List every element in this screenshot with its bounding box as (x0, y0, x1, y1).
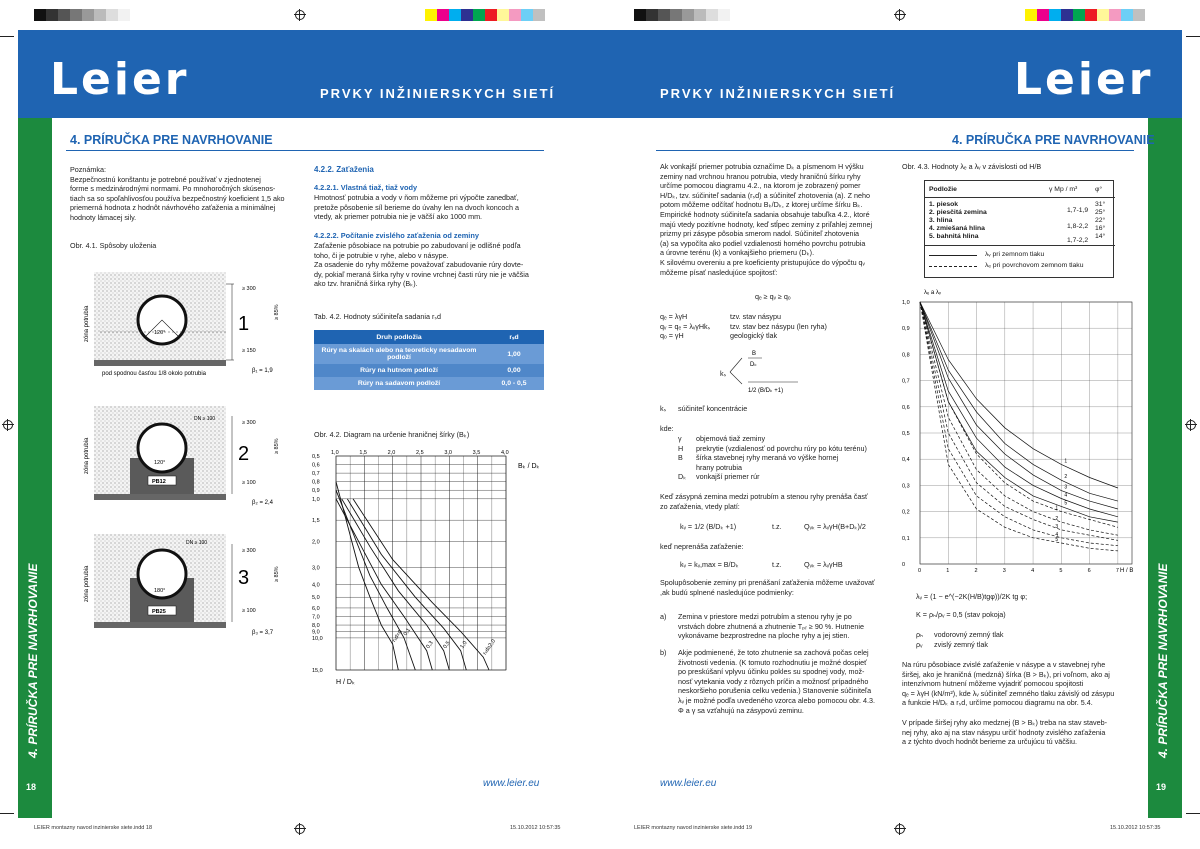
text-line: Na rúru pôsobiace zvislé zaťaženie v násype a v stavebnej ryhe (902, 660, 1106, 669)
definition-row (678, 472, 892, 482)
note-line: Bezpečnostnú konštantu je potrebné používať v zjednotenej (70, 174, 261, 184)
text-line: vrstvách dobre zhutnená a zhutnenie Tₚᵣ ≥ 90 %. Hutnenie (678, 621, 865, 631)
text-line: ,ak budú splnené nasledujúce podmienky: (660, 587, 794, 597)
x-tick-label: 2,5 (416, 450, 424, 456)
y-tick-label: 10,0 (312, 635, 323, 642)
dim-label: ≥ 300 (242, 286, 256, 292)
page-header (600, 30, 1182, 118)
formula-kv-max: kᵥ = kᵥ,max = B/Dₖ (680, 560, 739, 569)
y-tick-label: 0,3 (902, 483, 910, 490)
ground-line (94, 360, 226, 366)
definition-symbol: B (678, 453, 683, 463)
x-tick-label: 3,5 (472, 450, 481, 456)
color-swatches (1025, 9, 1145, 21)
text-line: a úrovne terénu (k) a vonkajšieho priemeru (Dₖ). (660, 248, 815, 258)
y-tick-label: 1,0 (312, 496, 320, 503)
y-tick-label: 15,0 (312, 668, 323, 674)
equation-desc: tzv. stav bez násypu (len ryha) (730, 321, 827, 331)
tail-paragraph-2 (902, 718, 1138, 747)
table-cell: 1,00 (507, 350, 521, 358)
series-line (920, 302, 1118, 501)
text-line: vykonávame bezprostredne na ploche ryhy a jej stien. (678, 631, 850, 641)
svg-text:1/2 (B/Dₖ +1): 1/2 (B/Dₖ +1) (748, 388, 784, 394)
y-tick-label: 1,0 (902, 300, 910, 306)
page-number: 18 (26, 782, 37, 792)
text-line: majú vtedy pozitívne hodnoty, keď stĺpec zeminy z priľahlej zemnej (660, 219, 873, 229)
legend-dashed-label: λₑ pri povrchovom zemnom tlaku (985, 262, 1084, 269)
y-tick-label: 7,0 (312, 614, 320, 621)
tail-paragraph-1 (902, 660, 1138, 708)
series-label: 0,1 (402, 627, 413, 638)
series-line (336, 490, 415, 670)
legend-dashed-line (929, 266, 977, 267)
series-line (920, 302, 1118, 546)
y-tick-label: 0,5 (902, 431, 910, 437)
case-number: 1 (238, 313, 250, 335)
text-line: Keď zásypná zemina medzi potrubím a stenou ryhy prenáša časť (660, 492, 868, 501)
gray-swatches (634, 9, 730, 21)
series-label: 3 (1055, 523, 1059, 530)
y-tick-label: 0,4 (902, 457, 910, 464)
cooperation-paragraph (660, 578, 892, 597)
table-cell: 0,0 - 0,5 (501, 380, 527, 387)
x-tick-label: 1,5 (359, 450, 367, 456)
text-line: ako tzv. hraničná šírka ryhy (Bₖ). (314, 279, 418, 289)
ks-symbol: kₛ (720, 369, 727, 378)
compaction-label: ≥ 85% (274, 566, 280, 582)
phi-value: 14° (1095, 233, 1106, 240)
soil-name: 3. hlina (929, 217, 953, 224)
zone-label: zóna potrubia (84, 437, 90, 474)
soil-name: 5. bahnitá hlina (929, 233, 979, 240)
ks-formula (718, 346, 808, 398)
y-tick-label: 4,0 (312, 582, 320, 589)
section-title: 4. PRÍRUČKA PRE NAVRHOVANIE (70, 133, 273, 147)
note-heading: Poznámka: (70, 165, 106, 174)
text-line: intenzívnom hutnení môžeme vyjadriť pomocou spojitosti (902, 679, 1084, 689)
x-tick-label: 2,0 (387, 450, 396, 456)
bedding-figure (66, 262, 302, 642)
soil-list (929, 201, 987, 241)
text-line: zo zaťaženia, vtedy platí: (660, 501, 740, 511)
registration-mark-icon (895, 10, 905, 20)
equation-main: qₑ ≥ qᵥ ≥ qₒ (755, 292, 791, 301)
equation-row (660, 312, 892, 322)
definition-symbol: ρᵥ (916, 640, 923, 649)
dim-label: ≥ 150 (242, 348, 256, 354)
angle-label: 180° (154, 588, 166, 594)
equation: qₒ = γH (660, 331, 684, 341)
side-tab-label: 4. PRÍRUČKA PRE NAVRHOVANIE (26, 563, 40, 758)
soil-name: 4. zmiešaná hlina (929, 225, 985, 232)
series-line (920, 302, 1118, 488)
definition-list (678, 434, 892, 482)
table-row (314, 377, 544, 390)
equation: qₑ = λγH (660, 312, 688, 321)
dim-label: ≥ 100 (242, 480, 256, 486)
x-tick-label: 3 (1002, 568, 1006, 574)
registration-mark-icon (895, 824, 905, 834)
section-rule (656, 150, 1134, 151)
text-line: a funkcie H/Dₖ a rₛd, určíme pomocou diagramu na obr. 5.4. (902, 698, 1093, 708)
series-label: 1 (1064, 458, 1068, 465)
table-cell: Rúry na sadavom podloží (357, 380, 441, 387)
note-block (70, 165, 300, 223)
definition-text: objemová tiaž zeminy (696, 434, 766, 443)
website-link[interactable]: www.leier.eu (660, 778, 717, 789)
series-line (920, 302, 1118, 527)
gray-swatches (34, 9, 130, 21)
formula-q1: Qᵥₖ = λᵥγH(B+Dₖ)/2 (804, 522, 866, 531)
series-label: 4 (1055, 531, 1059, 538)
side-tab (1148, 118, 1182, 818)
equation-list (660, 312, 892, 341)
fig43-caption: Obr. 4.3. Hodnoty λₑ a λᵥ v závislosti od H/B (902, 162, 1042, 171)
definition-text: zvislý zemný tlak (934, 640, 988, 649)
series-label: 3 (1064, 484, 1068, 491)
text-line: nej ryhy, ako aj na stav násypu určiť hodnoty zvislého zaťaženia (902, 727, 1106, 737)
registration-mark-icon (295, 10, 305, 20)
y-tick-label: 0,5 (312, 454, 320, 460)
table-cell: Rúry na skalách alebo na teoreticky nesadavom podloží (321, 347, 477, 361)
soil-name: 1. piesok (929, 201, 959, 208)
y-tick-label: 6,0 (312, 605, 320, 612)
equation-desc: geologický tlak (730, 331, 778, 341)
angle-label: 120° (154, 460, 166, 466)
definition-symbol: ρₕ (916, 630, 923, 639)
y-tick-label: 9,0 (312, 629, 320, 636)
x-tick-label: 4,0 (501, 450, 509, 456)
y-tick-label: 0,2 (902, 509, 910, 516)
crop-mark (0, 36, 14, 37)
definition-text: prekrytie (vzdialenosť od povrchu rúry po kótu terénu) (696, 443, 867, 453)
series-label: 5 (1055, 537, 1059, 544)
definition-text: vonkajší priemer rúr (696, 472, 760, 482)
soil-head: φ° (1095, 186, 1103, 193)
print-date: 15.10.2012 10:57:35 (510, 825, 561, 831)
tz-label: t.z. (772, 522, 782, 531)
text-line: určíme pomocou diagramu 4.2., na ktorom je zobrazený pomer (660, 181, 861, 191)
equation-row (660, 331, 892, 341)
y-tick-label: 0,1 (902, 535, 910, 542)
color-swatches (425, 9, 545, 21)
text-line: toho, či je potrubie v ryhe, alebo v násype. (314, 250, 449, 260)
no-transfer-label: keď neprenáša zaťaženie: (660, 542, 744, 551)
note-line: hodnoty lámacej sily. (70, 212, 137, 222)
under-label: pod spodnou časťou 1/8 okolo potrubia (102, 371, 206, 377)
definition-text: súčiniteľ koncentrácie (678, 404, 748, 413)
dim-label: ≥ 300 (242, 548, 256, 554)
phi-list (1095, 201, 1105, 241)
definition-symbol: kₛ (660, 404, 667, 413)
dn-label: DN ≥ 100 (194, 416, 216, 422)
y-tick-label: 0,6 (312, 462, 320, 469)
soil-legend-box (924, 180, 1114, 278)
dim-label: ≥ 100 (242, 608, 256, 614)
formula-lambda: λᵥ = (1 − e^(−2K(H/B)tgφ))/2K tg φ; (916, 592, 1028, 601)
text-line: zeminy nad vrchnou hranou potrubia, vtedy hraničnú šírku ryhy (660, 171, 861, 181)
x-tick-label: 0 (918, 568, 922, 574)
condition-a (678, 612, 892, 641)
condition-a-label: a) (660, 612, 667, 621)
y-tick-label: 0,8 (902, 352, 910, 359)
print-date: 15.10.2012 10:57:35 (1110, 825, 1161, 831)
soil-head: Podložie (929, 186, 957, 193)
trench-width-chart (306, 444, 546, 689)
concrete-label: PB12 (152, 479, 166, 485)
paragraph-4-2-2-1 (314, 193, 546, 222)
y-tick-label: 5,0 (312, 595, 320, 602)
header-title: PRVKY INŽINIERSKYCH SIETÍ (320, 86, 556, 101)
text-line: pretože pôsobenie síl berieme do úvahy len na dvoch koncoch a (314, 202, 519, 212)
compaction-label: ≥ 85% (274, 438, 280, 454)
y-tick-label: 0,9 (312, 488, 320, 495)
rho-v-def (916, 640, 988, 650)
legend-solid-label: λᵥ pri zemnom tlaku (985, 251, 1045, 258)
definition-row (678, 453, 892, 472)
text-line: prizmy pri zásype pôsobia smerom nadol. Súčiniteľ zhotovenia (660, 229, 860, 239)
text-line: Φ a γ sa vzťahujú na zásypovú zeminu. (678, 705, 804, 715)
case-1 (94, 272, 234, 366)
file-slug: LEIER montazny navod inzinierske siete.indd 19 (634, 825, 753, 831)
paragraph-4-2-2-2 (314, 241, 546, 289)
y-tick-label: 0,7 (312, 471, 320, 478)
text-line: (a) sa vypočíta ako podiel vzdialenosti horného povrchu potrubia (660, 238, 866, 248)
svg-text:B: B (752, 351, 757, 357)
y-tick-label: 0 (902, 562, 906, 568)
phi-value: 22° (1095, 217, 1106, 224)
x-tick-label: 4 (1031, 568, 1035, 574)
crop-mark (1186, 813, 1200, 814)
soil-head: γ Mp / m³ (1049, 186, 1078, 193)
gamma-value: 1,7-2,2 (1067, 237, 1089, 244)
zone-label: zóna potrubia (84, 305, 90, 342)
note-line: tiach sa so spoľahlivosťou používa bezpečnostný koeficient 1,5 ako (70, 193, 285, 203)
side-tab (18, 118, 52, 818)
dn-label: DN ≥ 100 (186, 540, 208, 546)
section-title: 4. PRÍRUČKA PRE NAVRHOVANIE (952, 133, 1155, 147)
condition-b-label: b) (660, 648, 667, 657)
header-title: PRVKY INŽINIERSKYCH SIETÍ (660, 86, 896, 101)
text-line: V prípade širšej ryhy ako medznej (B > Bₖ) treba na stav staveb- (902, 718, 1108, 727)
website-link[interactable]: www.leier.eu (483, 778, 540, 789)
series-label: 4 (1064, 492, 1068, 499)
series-label: 2 (1064, 474, 1068, 481)
text-line: Za osadenie do ryhy môžeme považovať zabudovanie rúry dovte- (314, 260, 524, 270)
leier-logo: Leier (1014, 54, 1154, 105)
note-line: priemerná hodnota z hodnôt návrhového zaťaženia a minimálnej (70, 203, 276, 213)
y-tick-label: 0,7 (902, 378, 910, 385)
y-tick-label: 3,0 (312, 565, 320, 572)
beta-label: β₃ = 3,7 (252, 630, 274, 636)
soil-name: 2. piesčitá zemina (929, 209, 987, 216)
y-axis-label: H / Dₖ (336, 679, 355, 686)
file-slug: LEIER montazny navod inzinierske siete.indd 18 (34, 825, 153, 831)
definition-text: vodorovný zemný tlak (934, 630, 1004, 639)
text-line: H/Dₖ, tzv. súčiniteľ sadania (rₛd) a súčiniteľ zhotovenia (a). Z neho (660, 190, 870, 200)
crop-mark (0, 813, 14, 814)
table-row (314, 344, 544, 364)
y-tick-label: 2,0 (312, 539, 320, 546)
series-line (920, 302, 1118, 509)
note-line: forme s medzinárodnými normami. Po mnohoročných skúsenos- (70, 184, 276, 194)
series-label: 1,0 (459, 640, 469, 650)
registration-mark-icon (295, 824, 305, 834)
section-rule (66, 150, 544, 151)
series-line (920, 302, 1118, 540)
definition-row (678, 444, 892, 454)
series-label: 2 (1055, 516, 1059, 523)
x-tick-label: 3,0 (444, 450, 452, 456)
x-tick-label: 2 (974, 568, 978, 574)
definition-symbol: H (678, 443, 684, 453)
formula-q2: Qᵥₖ = λᵥγHB (804, 560, 843, 569)
text-line: K silovému overeniu a pre koeficienty pristupujúce do výpočtu qᵥ (660, 257, 865, 267)
series-label: 1 (1055, 505, 1059, 512)
y-tick-label: 1,5 (312, 518, 320, 525)
heading-4-2-2-2: 4.2.2.2. Počítanie zvislého zaťaženia od zeminy (314, 231, 479, 240)
formula-kv: kᵥ = 1/2 (B/Dₖ +1) (680, 522, 737, 531)
registration-mark-icon (3, 420, 13, 430)
dim-label: ≥ 300 (242, 420, 256, 426)
heading-4-2-2-1: 4.2.2.1. Vlastná tiaž, tiaž vody (314, 183, 418, 192)
crop-mark (1186, 36, 1200, 37)
intro-paragraph (660, 162, 892, 277)
series-label: rₛd=0 (391, 629, 404, 644)
text-line: vtedy, ak priemer potrubia nie je väčší ako 1000 mm. (314, 212, 483, 222)
text-line: Spolupôsobenie zeminy pri prenášaní zaťaženia môžeme uvažovať (660, 578, 875, 587)
text-line: životnosti vedenia. (K tomuto rozhodnutiu je možné dospieť (678, 657, 867, 667)
fill-paragraph (660, 492, 892, 511)
x-axis-label: Bₖ / Dₖ (518, 463, 540, 470)
case-number: 2 (238, 443, 250, 465)
text-line: neskoršieho porušenia celku vedenia.) Stanovenie súčiniteľa (678, 686, 872, 696)
gamma-value: 1,7-1,9 (1067, 207, 1089, 214)
condition-b (678, 648, 892, 715)
definition-symbol: Dₖ (678, 472, 687, 482)
text-line: a z týchto dvoch hodnôt berieme za určujúcu tú väčšiu. (902, 737, 1077, 747)
case-number: 3 (238, 567, 250, 589)
y-tick-label: 0,8 (312, 479, 320, 486)
series-label: 0,3 (425, 640, 435, 650)
y-tick-label: 8,0 (312, 623, 320, 630)
table-head-cell: Druh podložia (376, 333, 422, 341)
text-line: Zemina v priestore medzi potrubím a stenou ryhy je po (678, 612, 852, 621)
tab42-caption: Tab. 4.2. Hodnoty súčiniteľa sadania rₛd (314, 312, 442, 321)
leier-logo: Leier (50, 54, 190, 105)
zone-label: zóna potrubia (84, 565, 90, 602)
beta-label: β₁ = 1,9 (252, 368, 273, 374)
settlement-table (314, 330, 544, 390)
phi-value: 31° (1095, 201, 1106, 208)
table-cell: 0,00 (507, 367, 521, 374)
series-label: 5 (1064, 500, 1068, 507)
definition-symbol: γ (678, 434, 682, 443)
table-cell: Rúry na hutnom podloží (360, 367, 438, 374)
y-tick-label: 0,9 (902, 326, 910, 333)
x-tick-label: 6 (1087, 568, 1091, 574)
text-line: dy, pokiaľ meraná šírka ryhy v rovine vrchnej časti rúry nie je väčšia (314, 269, 529, 279)
kde-label: kde: (660, 424, 674, 433)
text-line: Akje podmienené, že toto zhutnenie sa zachová počas celej (678, 648, 869, 657)
page-header (18, 30, 600, 118)
table-row (314, 364, 544, 377)
text-line: Ak vonkajší priemer potrubia označíme Dₖ a písmenom H výšku (660, 162, 864, 171)
registration-mark-icon (1186, 420, 1196, 430)
phi-value: 16° (1095, 225, 1106, 232)
equation-desc: tzv. stav násypu (730, 312, 781, 321)
definition-text: šírka stavebnej ryhy meraná vo výške hornej hrany potrubia (696, 453, 839, 472)
series-line (920, 302, 1118, 551)
text-line: qₑ = λγH (kN/m²), kde λᵥ súčiniteľ zemného tlaku závislý od zásypu (902, 688, 1115, 698)
definition-row (678, 434, 892, 444)
series-label: 0,5 (442, 640, 452, 650)
ks-definition (660, 404, 892, 414)
right-page (600, 0, 1200, 849)
concrete-label: PB25 (152, 609, 166, 615)
text-line: nosť vytekania vody z rôznych príčin a možnosť prípadného (678, 676, 869, 686)
rho-h-def (916, 630, 1004, 640)
y-axis-label: λₑ a λᵥ (924, 290, 941, 296)
table-head-cell: rₛd (509, 334, 519, 341)
x-tick-label: 1 (946, 568, 950, 574)
text-line: potom môžeme odčítať hodnotu Bₖ/Dₖ, z ktorej určíme šírku Bₖ. (660, 200, 863, 210)
side-tab-label: 4. PRÍRUČKA PRE NAVRHOVANIE (1156, 563, 1170, 758)
text-line: Zaťaženie pôsobiace na potrubie po zabudovaní je odlišné podľa (314, 241, 521, 250)
svg-text:Dₖ: Dₖ (750, 362, 757, 368)
equation: qᵥ = qₑ = λᵥγHkₛ (660, 321, 711, 331)
compaction-label: ≥ 85% (274, 304, 280, 320)
page-number: 19 (1156, 782, 1167, 792)
x-tick-label: 7 (1115, 568, 1119, 574)
lambda-chart (900, 282, 1140, 582)
beta-label: β₂ = 2,4 (252, 500, 273, 506)
text-line: Hmotnosť potrubia a vody v ňom môžeme pri výpočte zanedbať, (314, 193, 519, 202)
fig41-caption: Obr. 4.1. Spôsoby uloženia (70, 241, 157, 250)
text-line: širšej, ako je hraničná (medzná) šírka (B > Bₖ), pri voľnom, ako aj (902, 669, 1110, 679)
text-line: môžeme písať nasledujúce spojitosť: (660, 267, 778, 277)
y-tick-label: 0,6 (902, 404, 910, 411)
fig42-caption: Obr. 4.2. Diagram na určenie hraničnej šírky (Bₖ) (314, 430, 470, 439)
equation-row (660, 322, 892, 332)
gamma-value: 1,8-2,2 (1067, 223, 1089, 230)
text-line: Empirické hodnoty súčiniteľa sadania obsahuje tabuľka 4.2., ktoré (660, 209, 870, 219)
angle-label: 120° (154, 330, 166, 336)
phi-value: 25° (1095, 209, 1106, 216)
x-tick-label: 5 (1059, 568, 1063, 574)
text-line: λᵥ je možné podľa uvedeného vzorca alebo pomocou obr. 4.3. (678, 695, 875, 705)
tz-label: t.z. (772, 560, 782, 569)
x-axis-label: H / B (1120, 568, 1134, 574)
x-tick-label: 1,0 (331, 450, 339, 456)
series-line (920, 302, 1118, 522)
series-label: rₛd≥2,0 (482, 638, 498, 657)
heading-4-2-2: 4.2.2. Zaťaženia (314, 165, 374, 174)
formula-k: K = ρₕ/ρᵥ = 0,5 (stav pokoja) (916, 610, 1006, 619)
legend-solid-line (929, 255, 977, 256)
text-line: po preskúšaní vplyvu účinku pokles su spodnej vody, mož- (678, 667, 865, 677)
series-line (920, 302, 1118, 517)
